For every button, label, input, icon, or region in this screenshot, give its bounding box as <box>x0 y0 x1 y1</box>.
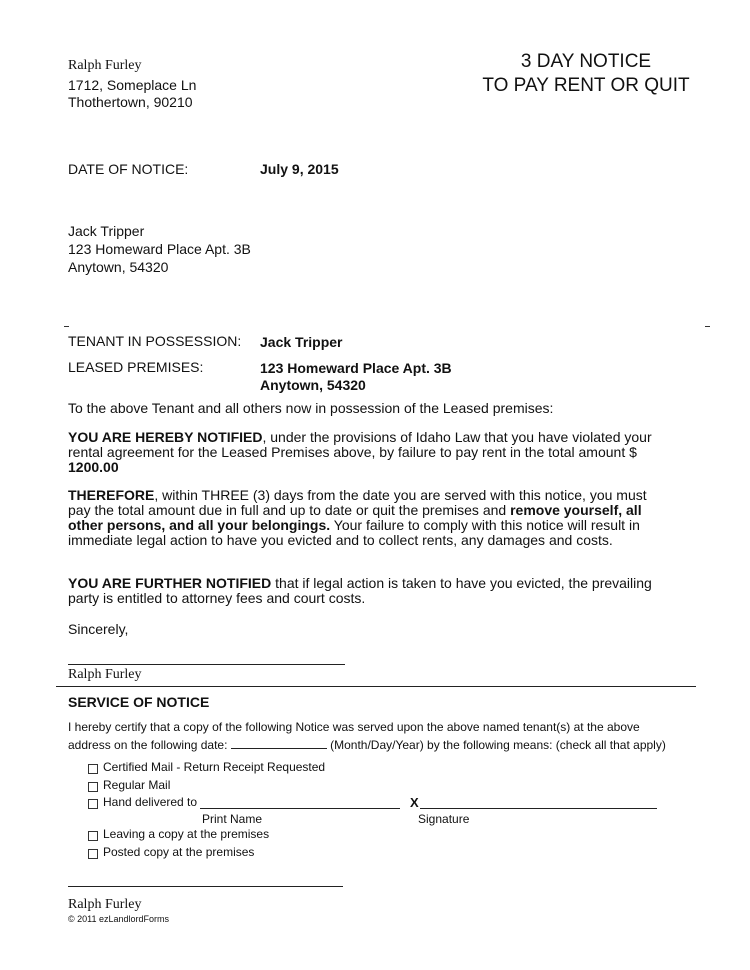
posted-copy-checkbox[interactable] <box>88 849 98 859</box>
certify-line-2a: address on the following date: <box>68 738 231 752</box>
print-name-field[interactable] <box>200 808 400 809</box>
footer-name: Ralph Furley <box>68 897 142 912</box>
section-divider <box>56 686 696 687</box>
fold-mark-right <box>705 326 710 327</box>
copyright-text: © 2011 ezLandlordForms <box>68 914 170 924</box>
regular-mail-label: Regular Mail <box>103 778 171 792</box>
notice-title-line1: 3 DAY NOTICE <box>520 51 652 72</box>
notice-title <box>470 50 702 98</box>
tenant-address-line2: Anytown, 54320 <box>68 259 169 275</box>
signature-label: Signature <box>418 812 470 826</box>
date-of-notice-value: July 9, 2015 <box>260 161 339 177</box>
signature-line <box>68 664 345 665</box>
remove-yourself-text: remove yourself, all other persons, and all your belongings. <box>68 502 642 533</box>
footer-signature-line <box>68 886 343 887</box>
tenant-in-possession-value: Jack Tripper <box>260 334 343 350</box>
notice-paragraph-3 <box>68 576 668 606</box>
posted-copy-label: Posted copy at the premises <box>103 845 255 859</box>
hand-delivered-label: Hand delivered to <box>103 795 198 809</box>
closing-text: Sincerely, <box>68 621 129 637</box>
p1-text: , under the provisions of Idaho Law that you have violated your rental agreement for the Leased Premises above, by failure to pay rent in the total amount $ <box>68 429 652 460</box>
signature-field[interactable] <box>420 808 657 809</box>
leaving-copy-label: Leaving a copy at the premises <box>103 827 270 841</box>
certify-line-2b: (Month/Day/Year) by the following means: (check all that apply) <box>326 738 666 752</box>
notice-paragraph-1 <box>68 430 668 475</box>
certified-mail-checkbox[interactable] <box>88 764 98 774</box>
date-of-notice-label: DATE OF NOTICE: <box>68 161 189 177</box>
notice-paragraph-2 <box>68 488 668 548</box>
hand-delivered-checkbox[interactable] <box>88 799 98 809</box>
print-name-label: Print Name <box>202 812 263 826</box>
leased-premises-line2: Anytown, 54320 <box>260 377 366 393</box>
landlord-address-line2: Thothertown, 90210 <box>68 94 193 110</box>
tenant-in-possession-label: TENANT IN POSSESSION: <box>68 333 242 349</box>
tenant-name: Jack Tripper <box>68 223 145 239</box>
amount-due: 1200.00 <box>68 459 119 475</box>
therefore-text: THEREFORE <box>68 487 155 503</box>
leased-premises-label: LEASED PREMISES: <box>68 359 204 375</box>
leaving-copy-checkbox[interactable] <box>88 831 98 841</box>
certify-line-2 <box>68 736 666 753</box>
fold-mark-left <box>64 326 69 327</box>
leased-premises-line1: 123 Homeward Place Apt. 3B <box>260 360 452 376</box>
certified-mail-label: Certified Mail - Return Receipt Requested <box>103 760 326 774</box>
hereby-notified-text: YOU ARE HEREBY NOTIFIED <box>68 429 263 445</box>
x-mark: X <box>410 795 419 810</box>
regular-mail-checkbox[interactable] <box>88 782 98 792</box>
service-date-field[interactable] <box>231 736 327 749</box>
p3-text: that if legal action is taken to have you evicted, the prevailing party is entitled to attorney fees and court costs. <box>68 575 652 606</box>
further-notified-text: YOU ARE FURTHER NOTIFIED <box>68 575 272 591</box>
p2-text-2: Your failure to comply with this notice will result in immediate legal action to have you evicted and to collect rents, any damages and costs. <box>68 517 640 548</box>
certify-line-1: I hereby certify that a copy of the following Notice was served upon the above named tenant(s) at the above <box>68 720 640 734</box>
landlord-address-line1: 1712, Someplace Ln <box>68 77 197 93</box>
landlord-name: Ralph Furley <box>68 58 142 73</box>
p2-text-1: , within THREE (3) days from the date you are served with this notice, you must pay the total amount due in full and up to date or quit the premises and <box>68 487 647 518</box>
notice-title-line2: TO PAY RENT OR QUIT <box>482 75 690 96</box>
tenant-address-line1: 123 Homeward Place Apt. 3B <box>68 241 251 257</box>
signature-name: Ralph Furley <box>68 667 142 682</box>
intro-text: To the above Tenant and all others now in possession of the Leased premises: <box>68 400 554 416</box>
service-heading: SERVICE OF NOTICE <box>68 694 210 710</box>
